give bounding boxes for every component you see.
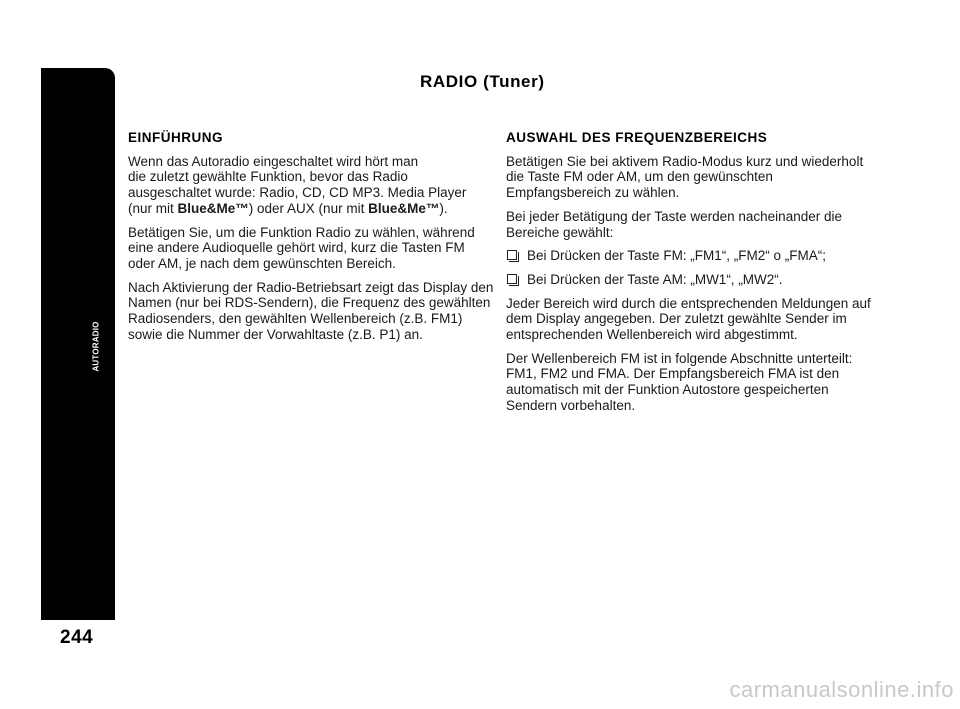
watermark: carmanualsonline.info (729, 677, 954, 702)
section-heading-band-selection: AUSWAHL DES FREQUENZBEREICHS (506, 130, 768, 145)
checkbox-bullet-icon (507, 250, 517, 260)
brand-name: Blue&Me™ (368, 200, 440, 216)
paragraph-band-3: Jeder Bereich wird durch die entsprechenden Meldungen auf dem Display angegeben. Der zuletzt gewählte Sender im entsprechenden Wellenbereich wird abgestimmt. (506, 295, 871, 343)
paragraph-intro-3: Nach Aktivierung der Radio-Betriebsart zeigt das Display den Namen (nur bei RDS-Sendern), die Frequenz des gewählten Radiosenders, den gewählten Wellenbereich (z.B. FM1) sowie die Nummer der Vorwahltaste (z.B. P1) an. (128, 279, 494, 342)
checkbox-bullet-icon (507, 274, 517, 284)
section-heading-introduction: EINFÜHRUNG (128, 130, 223, 145)
paragraph-intro-1: Wenn das Autoradio eingeschaltet wird hört man die zuletzt gewählte Funktion, bevor das Radio ausgeschaltet wurde: Radio, CD, CD MP3. Media Player (nur mit Blue&Me™) oder AUX (nur mit Blue&Me™). (128, 153, 467, 216)
side-tab-label: AUTORADIO (91, 320, 101, 372)
page-number: 244 (60, 627, 94, 648)
paragraph-intro-2: Betätigen Sie, um die Funktion Radio zu wählen, während eine andere Audioquelle gehört wird, kurz die Tasten FM oder AM, je nach dem gewünschten Bereich. (128, 224, 475, 271)
list-item: Bei Drücken der Taste FM: „FM1“, „FM2“ o „FMA“; (506, 248, 874, 264)
paragraph-band-4: Der Wellenbereich FM ist in folgende Abschnitte unterteilt: FM1, FM2 und FMA. Der Empfangsbereich FMA ist den automatisch mit der Funktion Autostore gespeicherten Sendern vorbehalten. (506, 350, 853, 413)
page-title: RADIO (Tuner) (420, 72, 545, 91)
paragraph-band-2: Bei jeder Betätigung der Taste werden nacheinander die Bereiche gewählt: (506, 208, 842, 240)
left-column (128, 130, 494, 350)
right-column (506, 130, 874, 422)
paragraph-band-1: Betätigen Sie bei aktivem Radio-Modus kurz und wiederholt die Taste FM oder AM, um den gewünschten Empfangsbereich zu wählen. (506, 153, 864, 201)
list-item: Bei Drücken der Taste AM: „MW1“, „MW2“. (506, 272, 874, 288)
brand-name: Blue&Me™ (177, 200, 249, 216)
